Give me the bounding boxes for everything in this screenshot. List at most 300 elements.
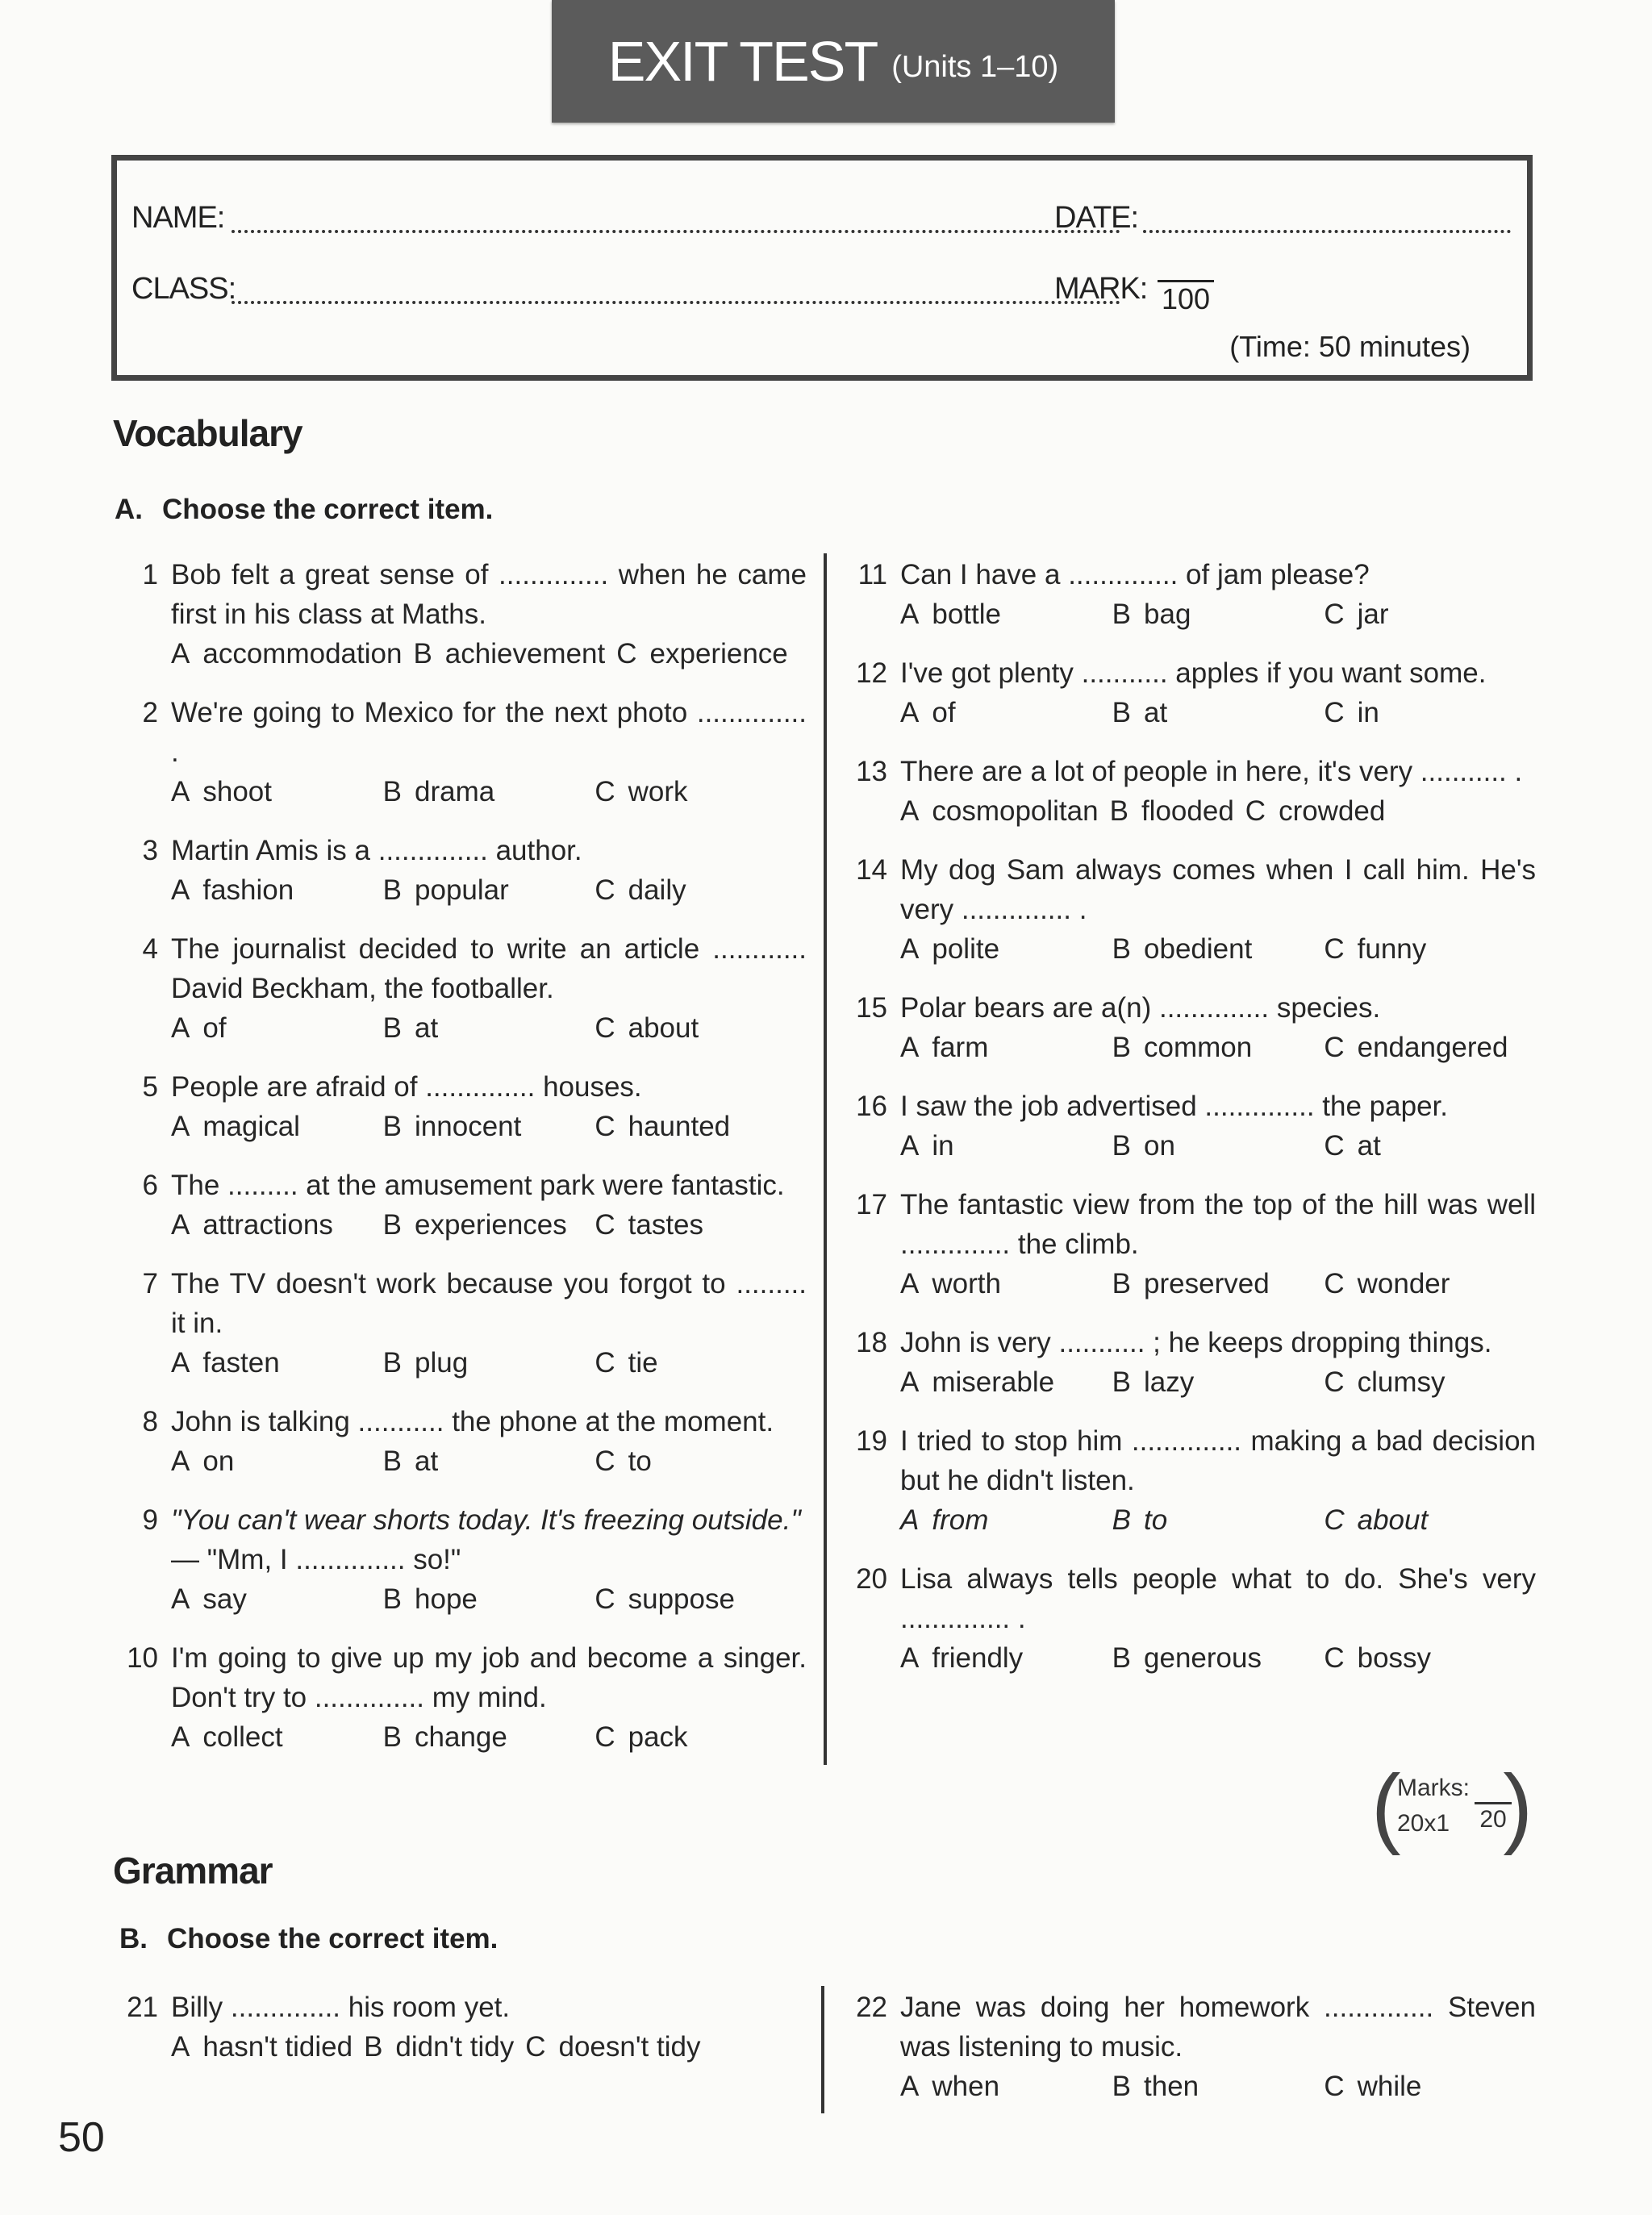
question-15	[844, 988, 1536, 1067]
answer-options	[171, 634, 807, 674]
question-17	[844, 1185, 1536, 1304]
question-number: 6	[142, 1170, 158, 1201]
option-text: in	[932, 1130, 954, 1162]
mark-total: 100	[1161, 282, 1211, 315]
option-b[interactable]	[383, 1205, 595, 1245]
option-letter: C	[1324, 1268, 1345, 1299]
answer-options	[171, 1441, 807, 1481]
question-number: 13	[856, 756, 887, 787]
option-text: bag	[1144, 599, 1191, 630]
option-letter: B	[1109, 795, 1128, 827]
question-number: 21	[127, 1992, 158, 2023]
option-letter: B	[382, 776, 403, 807]
option-letter: B	[1112, 2071, 1132, 2102]
answer-options	[900, 693, 1536, 732]
option-letter: A	[171, 1583, 190, 1615]
question-number: 19	[856, 1425, 887, 1457]
option-a[interactable]	[900, 594, 1112, 634]
option-a[interactable]	[900, 1638, 1112, 1678]
option-b[interactable]	[383, 1107, 595, 1146]
option-text: of	[932, 697, 956, 728]
option-letter: B	[382, 1209, 403, 1241]
option-letter: C	[594, 1111, 615, 1142]
question-12	[844, 653, 1536, 732]
option-text: cosmopolitan	[932, 795, 1099, 827]
option-letter: C	[594, 874, 615, 906]
date-field[interactable]	[1143, 230, 1511, 233]
option-letter: C	[1324, 1642, 1345, 1674]
option-letter: C	[594, 1583, 615, 1615]
option-letter: A	[171, 874, 190, 906]
option-letter: B	[1112, 1130, 1132, 1162]
question-6	[115, 1166, 807, 1245]
option-letter: B	[382, 1012, 403, 1044]
option-text: from	[932, 1504, 989, 1536]
option-letter: A	[900, 1130, 920, 1162]
answer-options	[900, 1638, 1536, 1678]
option-text: daily	[628, 874, 686, 906]
option-a[interactable]	[900, 1126, 1112, 1166]
option-a[interactable]	[171, 2027, 353, 2067]
question-4	[115, 929, 807, 1048]
option-b[interactable]	[413, 634, 605, 674]
question-16	[844, 1087, 1536, 1166]
option-letter: B	[413, 638, 432, 670]
option-letter: C	[1324, 933, 1345, 965]
option-a[interactable]	[171, 634, 402, 674]
option-text: common	[1144, 1032, 1253, 1063]
option-b[interactable]	[383, 1579, 595, 1619]
option-text: endangered	[1357, 1032, 1508, 1063]
question-11	[844, 555, 1536, 634]
option-c[interactable]	[1324, 2067, 1536, 2106]
option-letter: B	[382, 1347, 403, 1379]
option-letter: A	[171, 1445, 190, 1477]
option-b[interactable]	[1112, 1638, 1325, 1678]
option-a[interactable]	[900, 791, 1099, 831]
question-text: I saw the job advertised .............. the paper.	[900, 1091, 1448, 1122]
option-b[interactable]	[1112, 1126, 1325, 1166]
option-a[interactable]	[900, 2067, 1112, 2106]
option-text: fasten	[202, 1347, 280, 1379]
vocabulary-right-column	[844, 555, 1536, 1697]
option-text: hope	[415, 1583, 478, 1615]
option-letter: B	[382, 874, 403, 906]
question-number: 5	[142, 1071, 158, 1103]
option-c[interactable]	[594, 1107, 807, 1146]
option-letter: A	[900, 697, 920, 728]
option-a[interactable]	[171, 1717, 383, 1757]
class-label: CLASS:	[131, 272, 236, 306]
vocabulary-left-column	[115, 555, 807, 1776]
answer-options	[900, 791, 1536, 831]
option-c[interactable]	[594, 772, 807, 811]
question-text: Lisa always tells people what to do. She's very .............. .	[900, 1563, 1536, 1634]
vocabulary-instruction: A. Choose the correct item.	[115, 494, 494, 525]
option-letter: C	[1245, 795, 1266, 827]
option-letter: B	[1112, 1504, 1132, 1536]
question-number: 18	[856, 1327, 887, 1358]
page-number: 50	[58, 2114, 105, 2161]
option-letter: C	[616, 638, 637, 670]
class-field[interactable]	[232, 301, 1120, 304]
option-a[interactable]	[171, 1441, 383, 1481]
question-8	[115, 1402, 807, 1481]
option-text: at	[415, 1445, 439, 1477]
option-c[interactable]	[1324, 1028, 1536, 1067]
question-text: Billy .............. his room yet.	[171, 1992, 511, 2023]
option-a[interactable]	[900, 1264, 1112, 1304]
option-a[interactable]	[171, 1579, 383, 1619]
answer-options	[171, 1205, 807, 1245]
time-limit: (Time: 50 minutes)	[1229, 330, 1471, 363]
option-b[interactable]	[1112, 2067, 1325, 2106]
option-c[interactable]	[1324, 1362, 1536, 1402]
grammar-column-divider	[821, 1986, 824, 2113]
question-9	[115, 1500, 807, 1619]
option-text: magical	[202, 1111, 300, 1142]
option-letter: C	[1324, 1130, 1345, 1162]
question-number: 22	[856, 1992, 887, 2023]
answer-options	[171, 1107, 807, 1146]
option-a[interactable]	[171, 1008, 383, 1048]
option-b[interactable]	[1112, 1362, 1325, 1402]
question-14	[844, 850, 1536, 969]
option-letter: A	[171, 1209, 190, 1241]
option-a[interactable]	[900, 929, 1112, 969]
option-letter: C	[525, 2031, 546, 2063]
question-5	[115, 1067, 807, 1146]
question-text: John is talking ........... the phone at the moment.	[171, 1406, 774, 1437]
option-c[interactable]	[525, 2027, 739, 2067]
option-b[interactable]	[1112, 929, 1325, 969]
option-letter: B	[382, 1445, 403, 1477]
option-letter: B	[1112, 1268, 1132, 1299]
option-c[interactable]	[1324, 1126, 1536, 1166]
option-text: funny	[1357, 933, 1427, 965]
answer-options	[900, 929, 1536, 969]
question-text: The journalist decided to write an article ............ David Beckham, the footballer.	[171, 933, 807, 1004]
option-letter: A	[171, 638, 190, 670]
option-letter: C	[1324, 2071, 1345, 2102]
option-letter: A	[900, 1032, 920, 1063]
option-text: experience	[649, 638, 788, 670]
option-text: plug	[415, 1347, 469, 1379]
mark-label: MARK:	[1054, 272, 1148, 306]
option-text: in	[1357, 697, 1379, 728]
option-letter: B	[1112, 599, 1132, 630]
option-b[interactable]	[383, 1717, 595, 1757]
answer-options	[900, 1362, 1536, 1402]
option-b[interactable]	[383, 1441, 595, 1481]
option-text: fashion	[202, 874, 294, 906]
option-c[interactable]	[1324, 594, 1536, 634]
question-text: — "Mm, I .............. so!"	[171, 1544, 461, 1575]
option-text: tie	[628, 1347, 658, 1379]
option-text: collect	[202, 1721, 283, 1753]
grammar-heading: Grammar	[113, 1850, 273, 1892]
question-text: The TV doesn't work because you forgot to ......... it in.	[171, 1268, 807, 1339]
option-text: on	[202, 1445, 235, 1477]
question-19	[844, 1421, 1536, 1540]
option-letter: A	[900, 2071, 920, 2102]
answer-options	[900, 594, 1536, 634]
option-c[interactable]	[594, 1008, 807, 1048]
student-info-box	[111, 155, 1533, 381]
option-letter: B	[1112, 1366, 1132, 1398]
option-text: friendly	[932, 1642, 1024, 1674]
question-20	[844, 1559, 1536, 1678]
option-b[interactable]	[383, 1343, 595, 1383]
option-letter: C	[594, 1012, 615, 1044]
question-1	[115, 555, 807, 674]
option-text: at	[1144, 697, 1168, 728]
option-text: bossy	[1357, 1642, 1432, 1674]
option-c[interactable]	[594, 1441, 807, 1481]
option-a[interactable]	[900, 1362, 1112, 1402]
question-number: 9	[142, 1504, 158, 1536]
question-10	[115, 1638, 807, 1757]
option-letter: A	[900, 933, 920, 965]
question-number: 3	[142, 835, 158, 866]
option-text: bottle	[932, 599, 1001, 630]
question-21	[115, 1988, 807, 2067]
vocabulary-heading: Vocabulary	[113, 412, 302, 454]
option-text: clumsy	[1357, 1366, 1446, 1398]
option-letter: C	[594, 1209, 615, 1241]
option-letter: C	[1324, 1032, 1345, 1063]
option-a[interactable]	[900, 1500, 1112, 1540]
option-letter: C	[1324, 697, 1345, 728]
option-letter: C	[1324, 1504, 1345, 1536]
option-text: work	[628, 776, 688, 807]
question-number: 15	[856, 992, 887, 1024]
answer-options	[171, 2027, 807, 2067]
question-3	[115, 831, 807, 910]
question-2	[115, 693, 807, 811]
option-text: about	[628, 1012, 699, 1044]
option-text: experiences	[415, 1209, 567, 1241]
question-18	[844, 1323, 1536, 1402]
option-text: haunted	[628, 1111, 731, 1142]
option-b[interactable]	[383, 870, 595, 910]
question-text: Bob felt a great sense of .............. when he came first in his class at Maths.	[171, 559, 807, 630]
option-c[interactable]	[1324, 693, 1536, 732]
question-text: There are a lot of people in here, it's very ........... .	[900, 756, 1523, 787]
option-letter: A	[171, 1012, 190, 1044]
option-letter: B	[382, 1583, 403, 1615]
option-text: achievement	[444, 638, 606, 670]
option-letter: C	[1324, 599, 1345, 630]
option-letter: A	[171, 1347, 190, 1379]
option-b[interactable]	[1112, 1028, 1325, 1067]
option-c[interactable]	[594, 1717, 807, 1757]
question-number: 12	[856, 657, 887, 689]
question-number: 4	[142, 933, 158, 965]
option-c[interactable]	[594, 1579, 807, 1619]
option-b[interactable]	[1112, 693, 1325, 732]
answer-options	[900, 2067, 1536, 2106]
option-text: farm	[932, 1032, 989, 1063]
question-text: I've got plenty ........... apples if you want some.	[900, 657, 1487, 689]
question-text: John is very ........... ; he keeps dropping things.	[900, 1327, 1492, 1358]
question-number: 7	[142, 1268, 158, 1299]
answer-options	[171, 1579, 807, 1619]
question-text: Polar bears are a(n) .............. species.	[900, 992, 1381, 1024]
answer-options	[900, 1028, 1536, 1067]
column-divider	[824, 553, 827, 1765]
answer-options	[171, 1008, 807, 1048]
option-a[interactable]	[171, 1343, 383, 1383]
option-text: tastes	[628, 1209, 704, 1241]
option-text: say	[202, 1583, 247, 1615]
answer-options	[171, 1717, 807, 1757]
question-number: 17	[856, 1189, 887, 1220]
option-b[interactable]	[1112, 1500, 1325, 1540]
answer-options	[900, 1264, 1536, 1304]
option-text: jar	[1357, 599, 1389, 630]
answer-options	[900, 1126, 1536, 1166]
option-a[interactable]	[171, 772, 383, 811]
answer-options	[900, 1500, 1536, 1540]
option-letter: A	[900, 1642, 920, 1674]
option-text: to	[628, 1445, 652, 1477]
question-text: We're going to Mexico for the next photo .............. .	[171, 697, 807, 768]
question-number: 16	[856, 1091, 887, 1122]
option-text: accommodation	[202, 638, 403, 670]
option-letter: A	[900, 795, 920, 827]
question-text: I'm going to give up my job and become a singer. Don't try to .............. my mind.	[171, 1642, 807, 1713]
option-text: didn't tidy	[395, 2031, 515, 2063]
option-c[interactable]	[1324, 929, 1536, 969]
option-a[interactable]	[900, 693, 1112, 732]
question-text: My dog Sam always comes when I call him. He's very .............. .	[900, 854, 1536, 925]
option-letter: A	[171, 1111, 190, 1142]
option-text: pack	[628, 1721, 688, 1753]
option-letter: A	[900, 599, 920, 630]
option-c[interactable]	[1324, 1264, 1536, 1304]
question-text: The fantastic view from the top of the hill was well .............. the climb.	[900, 1189, 1536, 1260]
option-c[interactable]	[1324, 1500, 1536, 1540]
option-letter: C	[1324, 1366, 1345, 1398]
question-text: Martin Amis is a .............. author.	[171, 835, 582, 866]
option-text: wonder	[1357, 1268, 1450, 1299]
option-letter: A	[171, 2031, 190, 2063]
option-letter: C	[594, 1347, 615, 1379]
option-b[interactable]	[1110, 791, 1234, 831]
option-c[interactable]	[594, 1205, 807, 1245]
grammar-instruction: B. Choose the correct item.	[119, 1923, 499, 1954]
option-text: shoot	[202, 776, 272, 807]
answer-options	[171, 870, 807, 910]
option-b[interactable]	[1112, 594, 1325, 634]
test-units: (Units 1–10)	[891, 49, 1059, 84]
question-number: 1	[142, 559, 158, 590]
option-text: at	[415, 1012, 439, 1044]
option-letter: C	[594, 776, 615, 807]
question-22	[844, 1988, 1536, 2106]
option-a[interactable]	[171, 1107, 383, 1146]
question-number: 11	[857, 559, 887, 590]
answer-options	[171, 1343, 807, 1383]
option-letter: C	[594, 1445, 615, 1477]
option-text: to	[1144, 1504, 1168, 1536]
option-text: when	[932, 2071, 1000, 2102]
option-letter: A	[900, 1366, 920, 1398]
option-text: on	[1144, 1130, 1175, 1162]
option-text: crowded	[1279, 795, 1386, 827]
option-c[interactable]	[1245, 791, 1459, 831]
option-letter: A	[171, 1721, 190, 1753]
option-c[interactable]	[616, 634, 807, 674]
grammar-left-column	[115, 1988, 807, 2086]
option-text: at	[1357, 1130, 1381, 1162]
option-text: popular	[415, 874, 509, 906]
option-text: generous	[1144, 1642, 1262, 1674]
option-letter: A	[171, 776, 190, 807]
option-text: polite	[932, 933, 1000, 965]
mark-fraction	[1158, 280, 1214, 316]
option-letter: B	[1112, 1032, 1132, 1063]
option-text: about	[1357, 1504, 1429, 1536]
option-text: obedient	[1144, 933, 1253, 965]
option-letter: A	[900, 1504, 920, 1536]
option-b[interactable]	[364, 2027, 514, 2067]
question-number: 2	[142, 697, 158, 728]
question-13	[844, 752, 1536, 831]
option-c[interactable]	[594, 1343, 807, 1383]
option-text: doesn't tidy	[558, 2031, 701, 2063]
option-text: innocent	[415, 1111, 522, 1142]
option-letter: B	[382, 1111, 403, 1142]
option-text: then	[1144, 2071, 1199, 2102]
option-letter: C	[594, 1721, 615, 1753]
question-text: Jane was doing her homework .............. Steven was listening to music.	[900, 1992, 1536, 2063]
option-a[interactable]	[900, 1028, 1112, 1067]
option-letter: B	[1112, 697, 1132, 728]
question-7	[115, 1264, 807, 1383]
question-text: I tried to stop him .............. making a bad decision but he didn't listen.	[900, 1425, 1536, 1496]
option-text: flooded	[1141, 795, 1234, 827]
option-letter: B	[364, 2031, 383, 2063]
option-text: while	[1357, 2071, 1422, 2102]
option-text: preserved	[1144, 1268, 1270, 1299]
option-text: suppose	[628, 1583, 735, 1615]
option-b[interactable]	[383, 1008, 595, 1048]
option-text: attractions	[202, 1209, 333, 1241]
title-banner	[552, 0, 1115, 123]
option-letter: B	[1112, 1642, 1132, 1674]
grammar-right-column	[844, 1988, 1536, 2125]
option-text: worth	[932, 1268, 1001, 1299]
option-c[interactable]	[594, 870, 807, 910]
option-c[interactable]	[1324, 1638, 1536, 1678]
option-a[interactable]	[171, 1205, 383, 1245]
option-letter: B	[382, 1721, 403, 1753]
option-text: miserable	[932, 1366, 1055, 1398]
name-field[interactable]	[232, 230, 1120, 233]
option-text: hasn't tidied	[202, 2031, 353, 2063]
option-text: drama	[415, 776, 495, 807]
vocabulary-marks: ( Marks: 20x1 20 )	[1371, 1757, 1533, 1856]
option-letter: B	[1112, 933, 1132, 965]
question-quote: "You can't wear shorts today. It's freezing outside."	[171, 1504, 801, 1536]
question-number: 14	[856, 854, 887, 886]
option-b[interactable]	[1112, 1264, 1325, 1304]
question-text: Can I have a .............. of jam please?	[900, 559, 1370, 590]
option-a[interactable]	[171, 870, 383, 910]
option-b[interactable]	[383, 772, 595, 811]
